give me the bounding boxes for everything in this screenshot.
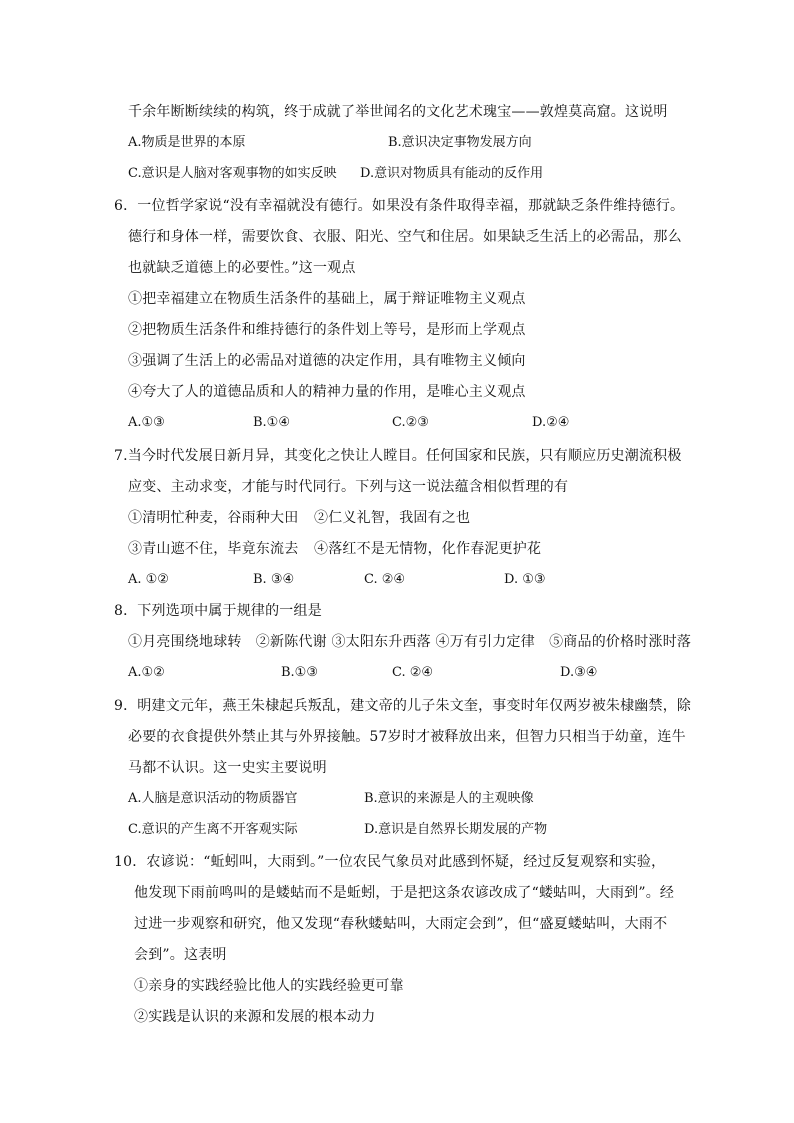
q8-option-c: C. ②④ xyxy=(392,665,434,680)
q10-statement: ①亲身的实践经验比他人的实践经验更可靠 xyxy=(134,978,404,994)
q5-option-c: C.意识是人脑对客观事物的如实反映 xyxy=(128,166,337,181)
q6-option-d: D.②④ xyxy=(532,415,570,430)
q8-option-a: A.①② xyxy=(128,665,165,680)
q7-stem-line: 7.当今时代发展日新月异，其变化之快让人瞠目。任何国家和民族，只有顺应历史潮流积极 xyxy=(114,448,682,464)
q7-statement: ④落红不是无情物，化作春泥更护花 xyxy=(314,541,542,557)
q8-option-b: B.①③ xyxy=(281,665,318,680)
q8-option-d: D.③④ xyxy=(560,665,598,680)
q9-option-b: B.意识的来源是人的主观映像 xyxy=(364,791,534,806)
q6-option-c: C.②③ xyxy=(392,415,429,430)
q7-stem-line: 应变、主动求变，才能与时代同行。下列与这一说法蕴含相似哲理的有 xyxy=(128,479,569,495)
q7-option-b: B. ③④ xyxy=(253,572,295,587)
q5-option-a: A.物质是世界的本原 xyxy=(128,135,246,150)
q7-statement: ③青山遮不住，毕竟东流去 xyxy=(128,541,299,557)
q5-stem-continuation: 千余年断断续续的构筑，终于成就了举世闻名的文化艺术瑰宝——敦煌莫高窟。这说明 xyxy=(128,104,668,120)
q10-statement: ②实践是认识的来源和发展的根本动力 xyxy=(134,1009,376,1025)
q8-stem: 8．下列选项中属于规律的一组是 xyxy=(114,603,322,619)
q6-option-b: B.①④ xyxy=(253,415,290,430)
q10-stem-line: 会到”。这表明 xyxy=(134,947,227,963)
q9-stem-line: 马都不认识。这一史实主要说明 xyxy=(128,760,327,776)
q7-option-c: C. ②④ xyxy=(364,572,406,587)
q8-items: ①月亮围绕地球转 ②新陈代谢 ③太阳东升西落 ④万有引力定律 ⑤商品的价格时涨时落 xyxy=(128,634,692,650)
q10-stem-line: 10．农谚说：“蚯蚓叫，大雨到。”一位农民气象员对此感到怀疑，经过反复观察和实验， xyxy=(114,854,666,870)
q10-stem-line: 他发现下雨前鸣叫的是蝼蛄而不是蚯蚓，于是把这条农谚改成了“蝼蛄叫，大雨到”。经 xyxy=(134,885,675,901)
q6-statement: ④夸大了人的道德品质和人的精神力量的作用，是唯心主义观点 xyxy=(128,384,526,400)
q6-statement: ②把物质生活条件和维持德行的条件划上等号，是形而上学观点 xyxy=(128,322,526,338)
q6-stem-line: 6．一位哲学家说“没有幸福就没有德行。如果没有条件取得幸福，那就缺乏条件维持德行。 xyxy=(114,198,685,214)
q6-stem-line: 也就缺乏道德上的必要性。”这一观点 xyxy=(128,260,356,276)
q9-option-c: C.意识的产生离不开客观实际 xyxy=(128,822,298,837)
q5-option-b: B.意识决定事物发展方向 xyxy=(388,135,532,150)
q9-stem-line: 必要的衣食提供外禁止其与外界接触。57岁时才被释放出来，但智力只相当于幼童，连牛 xyxy=(128,729,686,745)
q9-option-a: A.人脑是意识活动的物质器官 xyxy=(128,791,298,806)
q5-option-d: D.意识对物质具有能动的反作用 xyxy=(360,166,544,181)
q6-option-a: A.①③ xyxy=(128,415,165,430)
q9-stem-line: 9．明建文元年，燕王朱棣起兵叛乱，建文帝的儿子朱文奎，事变时年仅两岁被朱棣幽禁，除 xyxy=(114,698,692,714)
q6-statement: ③强调了生活上的必需品对道德的决定作用，具有唯物主义倾向 xyxy=(128,353,526,369)
q7-option-d: D. ①③ xyxy=(504,572,546,587)
q7-statement: ②仁义礼智，我固有之也 xyxy=(314,510,471,526)
q7-option-a: A. ①② xyxy=(128,572,169,587)
q9-option-d: D.意识是自然界长期发展的产物 xyxy=(364,822,548,837)
q6-statement: ①把幸福建立在物质生活条件的基础上，属于辩证唯物主义观点 xyxy=(128,291,526,307)
q7-statement: ①清明忙种麦，谷雨种大田 xyxy=(128,510,299,526)
q6-stem-line: 德行和身体一样，需要饮食、衣服、阳光、空气和住居。如果缺乏生活上的必需品，那么 xyxy=(128,229,682,245)
q10-stem-line: 过进一步观察和研究，他又发现“春秋蝼蛄叫，大雨定会到”，但“盛夏蝼蛄叫，大雨不 xyxy=(134,916,668,932)
